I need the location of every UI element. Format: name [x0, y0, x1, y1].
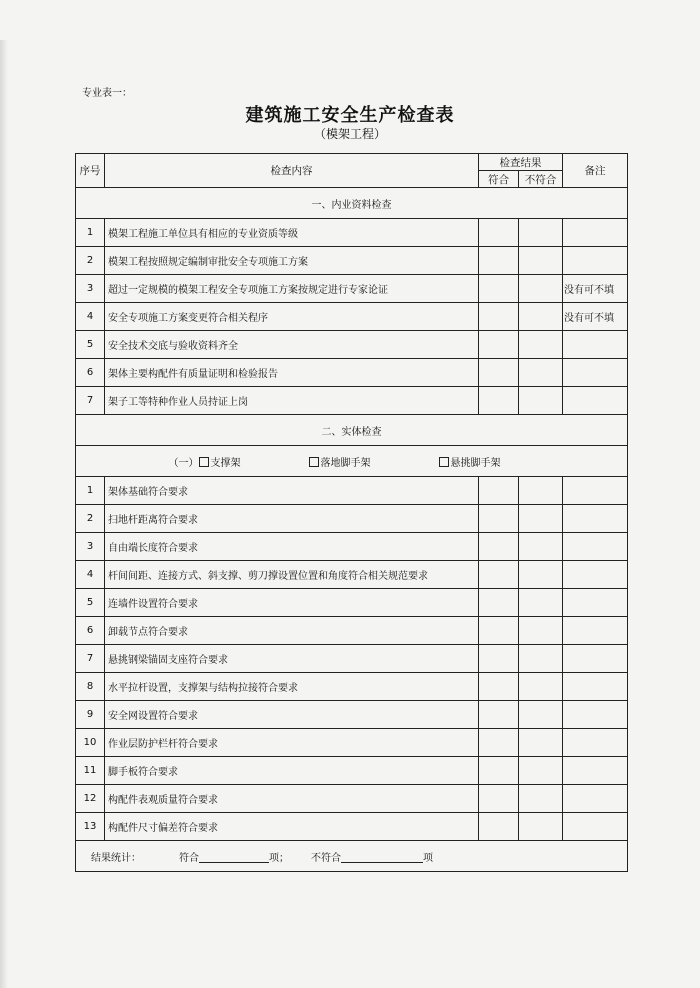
pass-count-field[interactable]	[199, 851, 269, 863]
note-cell[interactable]	[563, 701, 628, 729]
scaffold-type-prefix: （一）	[168, 457, 199, 469]
pass-check-cell[interactable]	[479, 645, 519, 673]
row-number: 5	[76, 331, 105, 359]
inspection-table-wrapper	[75, 153, 627, 872]
pass-check-cell[interactable]	[479, 617, 519, 645]
fail-check-cell[interactable]	[519, 275, 563, 303]
pass-check-cell[interactable]	[479, 359, 519, 387]
section1-title: 一、内业资料检查	[76, 188, 628, 219]
row-item-text: 模架工程施工单位具有相应的专业资质等级	[105, 219, 479, 247]
summary-cell	[76, 841, 628, 872]
table-row	[76, 505, 628, 533]
row-item-text: 脚手板符合要求	[105, 757, 479, 785]
table-row	[76, 701, 628, 729]
row-item-text: 架体主要构配件有质量证明和检验报告	[105, 359, 479, 387]
note-cell[interactable]	[563, 505, 628, 533]
row-item-text: 自由端长度符合要求	[105, 533, 479, 561]
note-cell[interactable]	[563, 359, 628, 387]
summary-unit2: 项	[423, 852, 433, 864]
summary-fail-label: 不符合	[311, 852, 341, 864]
page-title: 建筑施工安全生产检查表	[245, 105, 455, 126]
scaffold-type-option[interactable]	[309, 454, 371, 469]
note-cell[interactable]	[563, 785, 628, 813]
row-number: 3	[76, 533, 105, 561]
row-item-text: 超过一定规模的模架工程安全专项施工方案按规定进行专家论证	[105, 275, 479, 303]
row-item-text: 作业层防护栏杆符合要求	[105, 729, 479, 757]
section-row	[76, 415, 628, 446]
fail-check-cell[interactable]	[519, 247, 563, 275]
row-number: 7	[76, 387, 105, 415]
table-row	[76, 813, 628, 841]
row-item-text: 安全网设置符合要求	[105, 701, 479, 729]
row-item-text: 扫地杆距离符合要求	[105, 505, 479, 533]
scaffold-type-option[interactable]	[439, 454, 501, 469]
pass-check-cell[interactable]	[479, 303, 519, 331]
row-number: 12	[76, 785, 105, 813]
fail-check-cell[interactable]	[519, 729, 563, 757]
row-number: 13	[76, 813, 105, 841]
fail-check-cell[interactable]	[519, 561, 563, 589]
pass-check-cell[interactable]	[479, 505, 519, 533]
note-cell[interactable]	[563, 331, 628, 359]
fail-check-cell[interactable]	[519, 303, 563, 331]
row-number: 1	[76, 219, 105, 247]
scaffold-type-cell	[76, 446, 628, 477]
table-row	[76, 387, 628, 415]
pass-check-cell[interactable]	[479, 785, 519, 813]
pass-check-cell[interactable]	[479, 813, 519, 841]
note-cell[interactable]	[563, 645, 628, 673]
header-fail: 不符合	[519, 171, 563, 188]
section2-title: 二、实体检查	[76, 415, 628, 446]
fail-count-field[interactable]	[341, 851, 423, 863]
table-row	[76, 477, 628, 505]
row-number: 7	[76, 645, 105, 673]
table-row	[76, 729, 628, 757]
fail-check-cell[interactable]	[519, 701, 563, 729]
checkbox-icon[interactable]	[309, 457, 319, 467]
row-number: 10	[76, 729, 105, 757]
table-row	[76, 645, 628, 673]
row-item-text: 构配件尺寸偏差符合要求	[105, 813, 479, 841]
row-item-text: 水平拉杆设置，支撑架与结构拉接符合要求	[105, 673, 479, 701]
row-number: 8	[76, 673, 105, 701]
pass-check-cell[interactable]	[479, 275, 519, 303]
table-row	[76, 331, 628, 359]
table-row	[76, 757, 628, 785]
table-row	[76, 247, 628, 275]
fail-check-cell[interactable]	[519, 359, 563, 387]
note-cell[interactable]	[563, 219, 628, 247]
summary-unit1: 项；	[269, 852, 289, 864]
pass-check-cell[interactable]	[479, 757, 519, 785]
header-pass: 符合	[479, 171, 519, 188]
fail-check-cell[interactable]	[519, 813, 563, 841]
table-row	[76, 617, 628, 645]
pass-check-cell[interactable]	[479, 533, 519, 561]
summary-row	[76, 841, 628, 872]
row-number: 4	[76, 303, 105, 331]
row-number: 11	[76, 757, 105, 785]
note-cell[interactable]	[563, 247, 628, 275]
note-cell[interactable]	[563, 813, 628, 841]
row-number: 2	[76, 505, 105, 533]
fail-check-cell[interactable]	[519, 219, 563, 247]
summary-label: 结果统计：	[91, 852, 141, 864]
scan-shadow-edge	[0, 40, 8, 988]
fail-check-cell[interactable]	[519, 617, 563, 645]
header-result: 检查结果	[479, 154, 563, 171]
note-cell[interactable]: 没有可不填	[563, 275, 628, 303]
pass-check-cell[interactable]	[479, 477, 519, 505]
row-item-text: 连墙件设置符合要求	[105, 589, 479, 617]
summary-pass-label: 符合	[179, 852, 199, 864]
fail-check-cell[interactable]	[519, 331, 563, 359]
header-seq: 序号	[76, 154, 105, 188]
fail-check-cell[interactable]	[519, 589, 563, 617]
row-number: 6	[76, 617, 105, 645]
pass-check-cell[interactable]	[479, 701, 519, 729]
row-number: 3	[76, 275, 105, 303]
row-number: 4	[76, 561, 105, 589]
note-cell[interactable]	[563, 477, 628, 505]
fail-check-cell[interactable]	[519, 477, 563, 505]
header-content: 检查内容	[105, 154, 479, 188]
row-item-text: 构配件表观质量符合要求	[105, 785, 479, 813]
row-number: 9	[76, 701, 105, 729]
pass-check-cell[interactable]	[479, 729, 519, 757]
note-cell[interactable]	[563, 729, 628, 757]
row-item-text: 悬挑钢梁锚固支座符合要求	[105, 645, 479, 673]
pass-check-cell[interactable]	[479, 673, 519, 701]
pass-check-cell[interactable]	[479, 219, 519, 247]
note-cell[interactable]	[563, 561, 628, 589]
row-item-text: 模架工程按照规定编制审批安全专项施工方案	[105, 247, 479, 275]
pass-check-cell[interactable]	[479, 247, 519, 275]
fail-check-cell[interactable]	[519, 673, 563, 701]
note-cell[interactable]	[563, 589, 628, 617]
row-item-text: 架体基础符合要求	[105, 477, 479, 505]
row-item-text: 杆间间距、连接方式、斜支撑、剪刀撑设置位置和角度符合相关规范要求	[105, 561, 479, 589]
fail-check-cell[interactable]	[519, 785, 563, 813]
inspection-table	[75, 153, 628, 872]
section-row	[76, 188, 628, 219]
note-cell[interactable]	[563, 673, 628, 701]
option-label: 落地脚手架	[320, 457, 371, 469]
checkbox-icon[interactable]	[439, 457, 449, 467]
row-number: 2	[76, 247, 105, 275]
note-cell[interactable]	[563, 757, 628, 785]
fail-check-cell[interactable]	[519, 533, 563, 561]
row-item-text: 安全专项施工方案变更符合相关程序	[105, 303, 479, 331]
table-row	[76, 533, 628, 561]
row-number: 5	[76, 589, 105, 617]
header-note: 备注	[563, 154, 628, 188]
table-row	[76, 561, 628, 589]
fail-check-cell[interactable]	[519, 387, 563, 415]
fail-check-cell[interactable]	[519, 757, 563, 785]
table-row	[76, 303, 628, 331]
scaffold-type-option[interactable]	[199, 454, 241, 469]
pass-check-cell[interactable]	[479, 387, 519, 415]
pass-check-cell[interactable]	[479, 561, 519, 589]
table-row	[76, 673, 628, 701]
scaffold-type-row	[76, 446, 628, 477]
note-cell[interactable]	[563, 387, 628, 415]
option-label: 支撑架	[210, 457, 241, 469]
form-label: 专业表一：	[82, 88, 132, 99]
note-cell[interactable]: 没有可不填	[563, 303, 628, 331]
row-item-text: 架子工等特种作业人员持证上岗	[105, 387, 479, 415]
row-number: 6	[76, 359, 105, 387]
row-number: 1	[76, 477, 105, 505]
table-row	[76, 359, 628, 387]
pass-check-cell[interactable]	[479, 331, 519, 359]
note-cell[interactable]	[563, 533, 628, 561]
header-row	[76, 154, 628, 171]
option-label: 悬挑脚手架	[450, 457, 501, 469]
table-row	[76, 275, 628, 303]
table-row	[76, 219, 628, 247]
pass-check-cell[interactable]	[479, 589, 519, 617]
page-subtitle: （模架工程）	[313, 127, 386, 141]
fail-check-cell[interactable]	[519, 505, 563, 533]
table-row	[76, 785, 628, 813]
row-item-text: 安全技术交底与验收资料齐全	[105, 331, 479, 359]
row-item-text: 卸载节点符合要求	[105, 617, 479, 645]
note-cell[interactable]	[563, 617, 628, 645]
table-row	[76, 589, 628, 617]
fail-check-cell[interactable]	[519, 645, 563, 673]
checkbox-icon[interactable]	[199, 457, 209, 467]
